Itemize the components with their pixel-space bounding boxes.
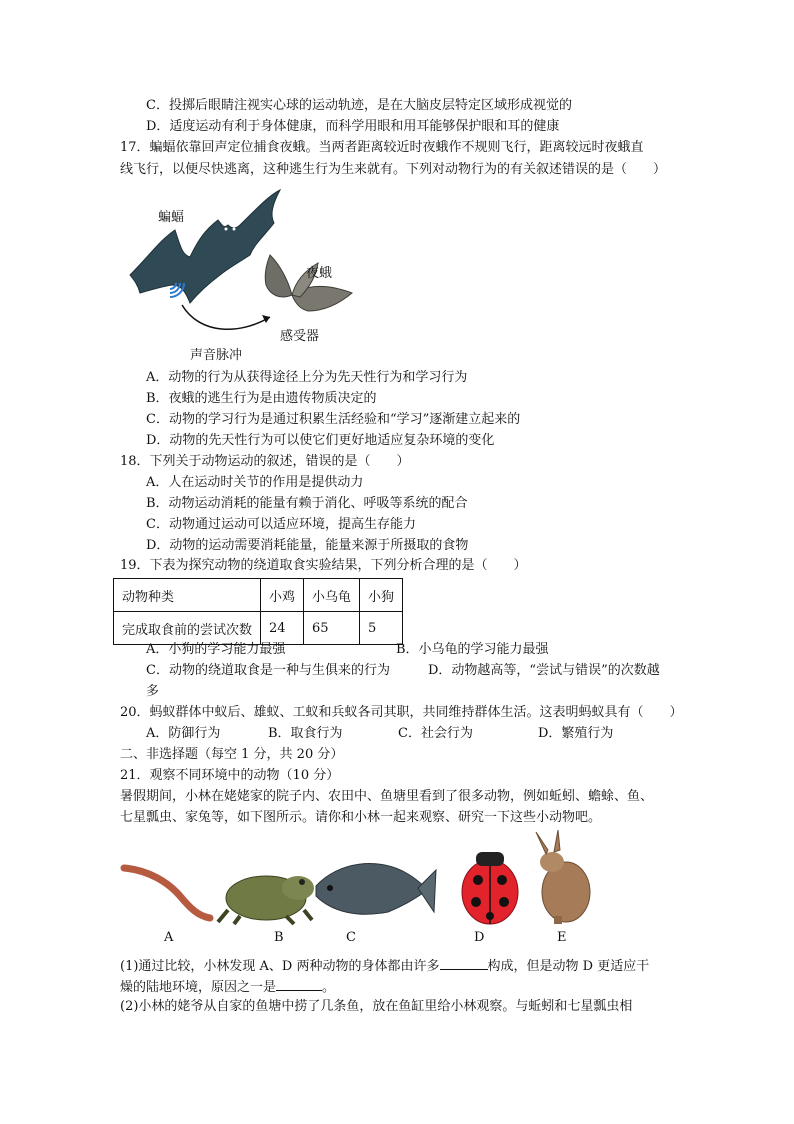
q21-para-line1: 暑假期间，小林在姥姥家的院子内、农田中、鱼塘里看到了很多动物，例如蚯蚓、蟾蜍、鱼、: [120, 789, 654, 804]
q20-option-d: D．繁殖行为: [538, 726, 614, 741]
q18-option-d: D．动物的运动需要消耗能量，能量来源于所摄取的食物: [146, 538, 469, 553]
q17-option-b: B．夜蛾的逃生行为是由遗传物质决定的: [146, 391, 377, 406]
q21-title: 21．观察不同环境中的动物（10 分）: [120, 768, 340, 783]
q17-stem-line2: 线飞行，以便尽快逃离，这种逃生行为生来就有。下列对动物行为的有关叙述错误的是（ ）: [120, 162, 667, 177]
sound-pulse-label: 声音脉冲: [190, 348, 243, 363]
q21-sub1-line1: [120, 955, 649, 977]
q17-stem-line1: 17．蝙蝠依靠回声定位捕食夜蛾。当两者距离较近时夜蛾作不规则飞行，距离较远时夜蛾直: [120, 140, 644, 155]
image-label-b: B: [274, 930, 284, 945]
image-label-a: A: [164, 930, 174, 945]
q16-option-c: C．投掷后眼睛注视实心球的运动轨迹，是在大脑皮层特定区域形成视觉的: [146, 98, 572, 113]
q21-sub1-line2: [120, 976, 335, 998]
receptor-label: 感受器: [280, 329, 320, 344]
image-label-d: D: [474, 930, 485, 945]
q21-sub1-text-b: 构成，但是动物 D 更适应干: [487, 959, 650, 974]
bat-label: 蝙蝠: [158, 210, 185, 225]
q21-sub1-text-d: 。: [322, 980, 336, 995]
q18-option-a: A．人在运动时关节的作用是提供动力: [146, 475, 364, 490]
table-cell: 65: [304, 612, 360, 645]
table-cell: 24: [261, 612, 304, 645]
q20-stem: 20．蚂蚁群体中蚁后、雄蚁、工蚁和兵蚁各司其职，共同维持群体生活。这表明蚂蚁具有（ ）: [120, 705, 683, 720]
q21-sub2-line1: (2)小林的姥爷从自家的鱼塘中捞了几条鱼，放在鱼缸里给小林观察。与蚯蚓和七星瓢虫相: [120, 999, 633, 1014]
pulse-arrow: [182, 305, 270, 329]
q18-option-b: B．动物运动消耗的能量有赖于消化、呼吸等系统的配合: [146, 496, 468, 511]
q20-option-a: A．防御行为: [146, 726, 221, 741]
q18-option-c: C．动物通过运动可以适应环境，提高生存能力: [146, 517, 416, 532]
q21-sub1-text-c: 燥的陆地环境，原因之一是: [120, 980, 277, 995]
q19-option-d-cont: 多: [146, 684, 160, 699]
q20-option-c: C．社会行为: [398, 726, 473, 741]
q17-option-c: C．动物的学习行为是通过积累生活经验和“学习”逐渐建立起来的: [146, 412, 521, 427]
answer-blank-2[interactable]: [276, 976, 322, 991]
fish-icon: [316, 864, 436, 915]
answer-blank-1[interactable]: [440, 955, 488, 970]
section-2-heading: 二、非选择题（每空 1 分，共 20 分）: [120, 747, 344, 762]
q21-para-line2: 七星瓢虫、家兔等，如下图所示。请你和小林一起来观察、研究一下这些小动物吧。: [120, 810, 602, 825]
q19-results-table: [113, 578, 403, 645]
image-label-e: E: [557, 930, 567, 945]
table-cell: 小乌龟: [304, 579, 360, 612]
animals-figure: [118, 830, 598, 930]
q20-option-b: B．取食行为: [268, 726, 343, 741]
rabbit-icon: [536, 830, 590, 924]
table-cell: 小鸡: [261, 579, 304, 612]
bat-icon: [130, 190, 280, 303]
q19-option-c: C．动物的绕道取食是一种与生俱来的行为: [146, 663, 390, 678]
q17-option-d: D．动物的先天性行为可以使它们更好地适应复杂环境的变化: [146, 433, 495, 448]
q16-option-d: D．适度运动有利于身体健康，而科学用眼和用耳能够保护眼和耳的健康: [146, 119, 560, 134]
q18-stem: 18．下列关于动物运动的叙述，错误的是（ ）: [120, 454, 410, 469]
ladybug-icon: [462, 852, 518, 924]
table-cell: 5: [360, 612, 403, 645]
toad-icon: [218, 876, 314, 924]
table-cell: 小狗: [360, 579, 403, 612]
image-label-c: C: [346, 930, 356, 945]
table-header-row: [114, 579, 403, 612]
table-cell: 完成取食前的尝试次数: [114, 612, 261, 645]
q19-option-d: D．动物越高等，“尝试与错误”的次数越: [428, 663, 660, 678]
earthworm-icon: [124, 868, 210, 918]
q19-option-a: A．小狗的学习能力最强: [146, 642, 286, 657]
table-cell: 动物种类: [114, 579, 261, 612]
moth-label: 夜蛾: [306, 266, 333, 281]
q17-option-a: A．动物的行为从获得途径上分为先天性行为和学习行为: [146, 370, 468, 385]
q19-option-b: B．小乌龟的学习能力最强: [396, 642, 549, 657]
q19-stem: 19．下表为探究动物的绕道取食实验结果，下列分析合理的是（ ）: [120, 558, 527, 573]
q21-sub1-text-a: (1)通过比较，小林发现 A、D 两种动物的身体都由许多: [120, 959, 440, 974]
